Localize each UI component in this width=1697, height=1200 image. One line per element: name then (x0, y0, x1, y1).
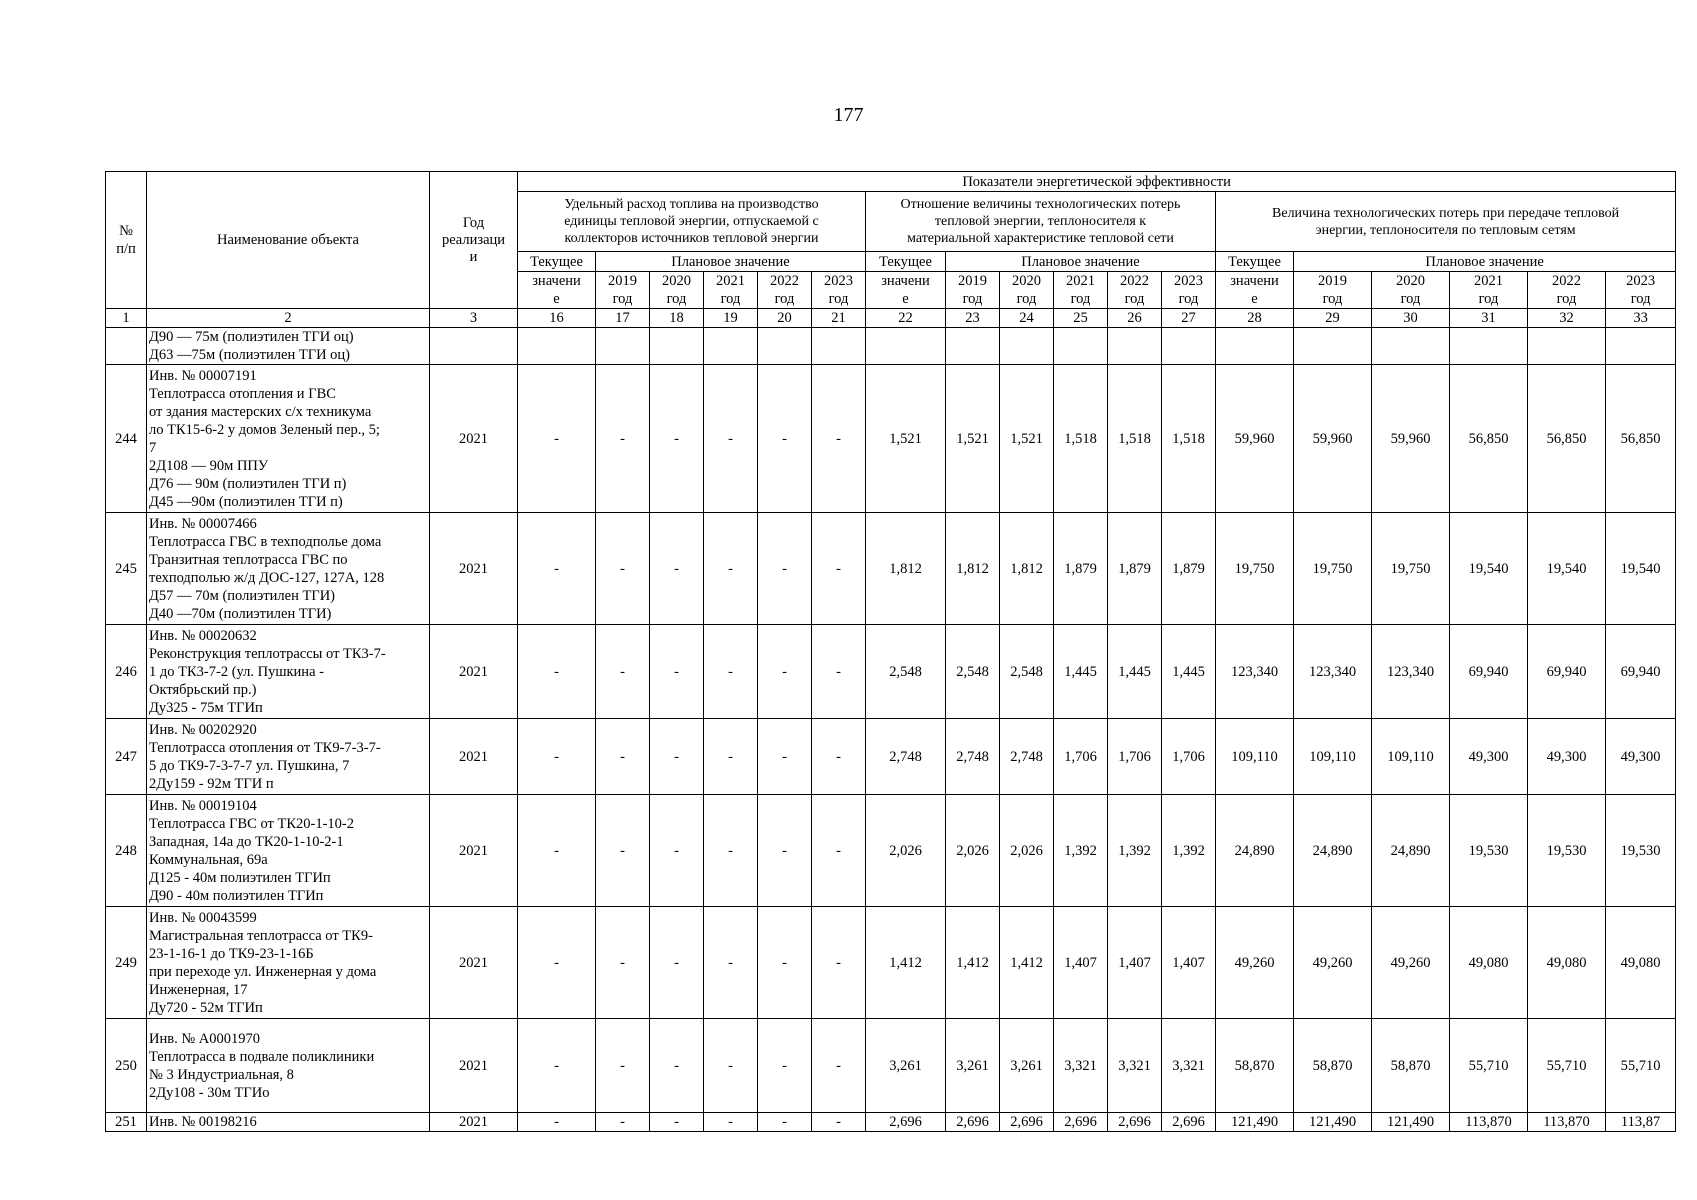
value-cell: 59,960 (1372, 365, 1450, 513)
value-cell: - (704, 795, 758, 907)
object-name: Инв. № 00202920 Теплотрасса отопления от ТК9-7-3-7- 5 до ТК9-7-3-7-7 ул. Пушкина, 7 2Ду159 - 92м ТГИ п (147, 719, 430, 795)
value-cell: 1,392 (1054, 795, 1108, 907)
table-row (106, 1019, 1676, 1113)
implementation-year: 2021 (430, 907, 518, 1019)
table-row (106, 625, 1676, 719)
header-current-sub: значени е (1216, 272, 1294, 309)
value-cell: 109,110 (1294, 719, 1372, 795)
header-current-sub: значени е (866, 272, 946, 309)
value-cell (1054, 328, 1108, 365)
row-number: 250 (106, 1019, 147, 1113)
value-cell: 3,321 (1162, 1019, 1216, 1113)
value-cell: 19,530 (1528, 795, 1606, 907)
header-year-col: 2023 год (812, 272, 866, 309)
value-cell: 113,87 (1606, 1113, 1676, 1132)
value-cell: 49,260 (1216, 907, 1294, 1019)
value-cell: 1,518 (1162, 365, 1216, 513)
value-cell: 113,870 (1528, 1113, 1606, 1132)
header-year-col: 2022 год (1108, 272, 1162, 309)
value-cell: 58,870 (1294, 1019, 1372, 1113)
value-cell (1606, 328, 1676, 365)
value-cell: 19,540 (1528, 513, 1606, 625)
implementation-year: 2021 (430, 719, 518, 795)
value-cell: 1,706 (1054, 719, 1108, 795)
value-cell: 49,080 (1528, 907, 1606, 1019)
value-cell: 49,080 (1606, 907, 1676, 1019)
value-cell: 58,870 (1216, 1019, 1294, 1113)
value-cell: 1,812 (1000, 513, 1054, 625)
value-cell: - (596, 365, 650, 513)
value-cell: 1,521 (1000, 365, 1054, 513)
value-cell: 1,879 (1108, 513, 1162, 625)
table-row (106, 795, 1676, 907)
value-cell: - (812, 907, 866, 1019)
header-year-col: 2019 год (1294, 272, 1372, 309)
object-name: Инв. № 00020632 Реконструкция теплотрассы от ТК3-7- 1 до ТК3-7-2 (ул. Пушкина - Октябрьский пр.) Ду325 - 75м ТГИп (147, 625, 430, 719)
header-year-col: 2019 год (596, 272, 650, 309)
value-cell: 1,412 (946, 907, 1000, 1019)
value-cell: 2,696 (1108, 1113, 1162, 1132)
column-number-cell: 24 (1000, 309, 1054, 328)
column-number-cell: 19 (704, 309, 758, 328)
value-cell: 3,261 (946, 1019, 1000, 1113)
value-cell: - (518, 513, 596, 625)
value-cell: - (758, 365, 812, 513)
column-number-cell: 16 (518, 309, 596, 328)
header-current: Текущее (518, 252, 596, 272)
column-number-cell: 27 (1162, 309, 1216, 328)
value-cell: - (758, 1019, 812, 1113)
table-row (106, 907, 1676, 1019)
header-year-col: 2020 год (650, 272, 704, 309)
value-cell: - (518, 795, 596, 907)
value-cell: - (596, 907, 650, 1019)
header-year: Год реализаци и (430, 172, 518, 309)
value-cell: - (812, 513, 866, 625)
value-cell: - (650, 513, 704, 625)
value-cell: 1,518 (1054, 365, 1108, 513)
value-cell: - (704, 907, 758, 1019)
value-cell: 123,340 (1372, 625, 1450, 719)
value-cell: - (812, 1113, 866, 1132)
value-cell (812, 328, 866, 365)
header-indicators: Показатели энергетической эффективности (518, 172, 1676, 192)
value-cell: 123,340 (1294, 625, 1372, 719)
header-current-sub: значени е (518, 272, 596, 309)
value-cell (518, 328, 596, 365)
value-cell: - (704, 719, 758, 795)
value-cell: 113,870 (1450, 1113, 1528, 1132)
value-cell: 2,548 (946, 625, 1000, 719)
value-cell: 3,321 (1108, 1019, 1162, 1113)
value-cell: 59,960 (1216, 365, 1294, 513)
row-number: 248 (106, 795, 147, 907)
value-cell: - (650, 1019, 704, 1113)
column-number-cell: 28 (1216, 309, 1294, 328)
value-cell: 19,540 (1606, 513, 1676, 625)
column-number-cell: 17 (596, 309, 650, 328)
value-cell (650, 328, 704, 365)
header-planned: Плановое значение (946, 252, 1216, 272)
value-cell: - (812, 1019, 866, 1113)
value-cell: 2,748 (866, 719, 946, 795)
table-row (106, 513, 1676, 625)
value-cell (946, 328, 1000, 365)
value-cell: 2,696 (866, 1113, 946, 1132)
header-year-col: 2023 год (1606, 272, 1676, 309)
value-cell: - (518, 1019, 596, 1113)
object-name: Инв. № 00043599 Магистральная теплотрасса от ТК9- 23-1-16-1 до ТК9-23-1-16Б при переходе ул. Инженерная у дома Инженерная, 17 Ду720 - 52м ТГИп (147, 907, 430, 1019)
value-cell: 49,300 (1450, 719, 1528, 795)
implementation-year: 2021 (430, 1113, 518, 1132)
value-cell: - (596, 795, 650, 907)
header-year-col: 2022 год (1528, 272, 1606, 309)
value-cell (1108, 328, 1162, 365)
value-cell: 3,261 (1000, 1019, 1054, 1113)
value-cell: - (650, 719, 704, 795)
column-number-cell: 29 (1294, 309, 1372, 328)
value-cell: - (596, 719, 650, 795)
column-number-cell: 20 (758, 309, 812, 328)
value-cell: 49,080 (1450, 907, 1528, 1019)
table-row (106, 1113, 1676, 1132)
header-year-col: 2019 год (946, 272, 1000, 309)
header-year-col: 2021 год (1054, 272, 1108, 309)
value-cell: - (596, 1019, 650, 1113)
value-cell: - (518, 365, 596, 513)
implementation-year: 2021 (430, 1019, 518, 1113)
value-cell: - (596, 513, 650, 625)
value-cell: 2,696 (946, 1113, 1000, 1132)
object-name: Инв. № А0001970 Теплотрасса в подвале поликлиники № 3 Индустриальная, 8 2Ду108 - 30м ТГИо (147, 1019, 430, 1113)
value-cell: 1,392 (1108, 795, 1162, 907)
header-group-fuel: Удельный расход топлива на производство единицы тепловой энергии, отпускаемой с коллекторов источников тепловой энергии (518, 192, 866, 252)
value-cell (1372, 328, 1450, 365)
column-number-cell: 26 (1108, 309, 1162, 328)
value-cell: - (650, 795, 704, 907)
header-name: Наименование объекта (147, 172, 430, 309)
value-cell: 55,710 (1606, 1019, 1676, 1113)
object-name: Д90 — 75м (полиэтилен ТГИ оц) Д63 —75м (полиэтилен ТГИ оц) (147, 328, 430, 365)
value-cell: - (650, 365, 704, 513)
value-cell: 59,960 (1294, 365, 1372, 513)
value-cell: 24,890 (1294, 795, 1372, 907)
table-row (106, 719, 1676, 795)
value-cell: 1,521 (866, 365, 946, 513)
value-cell: - (518, 1113, 596, 1132)
column-number-cell: 31 (1450, 309, 1528, 328)
value-cell: - (758, 907, 812, 1019)
value-cell: - (704, 1019, 758, 1113)
column-number-cell: 30 (1372, 309, 1450, 328)
value-cell: 121,490 (1294, 1113, 1372, 1132)
value-cell: - (704, 365, 758, 513)
value-cell: 3,261 (866, 1019, 946, 1113)
header-planned: Плановое значение (596, 252, 866, 272)
object-name: Инв. № 00007466 Теплотрасса ГВС в техподполье дома Транзитная теплотрасса ГВС по техподполью ж/д ДОС-127, 127А, 128 Д57 — 70м (полиэтилен ТГИ) Д40 —70м (полиэтилен ТГИ) (147, 513, 430, 625)
column-number-cell: 1 (106, 309, 147, 328)
row-number: 246 (106, 625, 147, 719)
value-cell: 69,940 (1450, 625, 1528, 719)
row-number: 245 (106, 513, 147, 625)
value-cell: 1,445 (1054, 625, 1108, 719)
table-row (106, 365, 1676, 513)
value-cell: 2,026 (1000, 795, 1054, 907)
value-cell: 1,407 (1162, 907, 1216, 1019)
value-cell: 49,300 (1528, 719, 1606, 795)
value-cell: 19,530 (1450, 795, 1528, 907)
value-cell: - (758, 1113, 812, 1132)
value-cell: - (812, 795, 866, 907)
energy-efficiency-table (105, 171, 1676, 1132)
value-cell: 19,750 (1216, 513, 1294, 625)
table-row (106, 328, 1676, 365)
value-cell (1162, 328, 1216, 365)
header-year-col: 2020 год (1372, 272, 1450, 309)
row-number: 251 (106, 1113, 147, 1132)
value-cell: 49,260 (1294, 907, 1372, 1019)
column-number-cell: 23 (946, 309, 1000, 328)
value-cell (758, 328, 812, 365)
implementation-year (430, 328, 518, 365)
value-cell: 3,321 (1054, 1019, 1108, 1113)
object-name: Инв. № 00019104 Теплотрасса ГВС от ТК20-1-10-2 Западная, 14а до ТК20-1-10-2-1 Коммунальная, 69а Д125 - 40м полиэтилен ТГИп Д90 - 40м полиэтилен ТГИп (147, 795, 430, 907)
value-cell: - (518, 719, 596, 795)
value-cell: 1,812 (866, 513, 946, 625)
row-number: 247 (106, 719, 147, 795)
value-cell: - (812, 719, 866, 795)
value-cell: 58,870 (1372, 1019, 1450, 1113)
column-number-cell: 2 (147, 309, 430, 328)
value-cell: 2,696 (1162, 1113, 1216, 1132)
header-num: № п/п (106, 172, 147, 309)
value-cell: - (518, 907, 596, 1019)
value-cell (1450, 328, 1528, 365)
row-number: 249 (106, 907, 147, 1019)
value-cell: - (518, 625, 596, 719)
value-cell: 1,879 (1054, 513, 1108, 625)
value-cell: 19,750 (1294, 513, 1372, 625)
row-number: 244 (106, 365, 147, 513)
value-cell: - (758, 795, 812, 907)
value-cell: 1,706 (1162, 719, 1216, 795)
column-number-row (106, 309, 1676, 328)
object-name: Инв. № 00198216 (147, 1113, 430, 1132)
column-number-cell: 33 (1606, 309, 1676, 328)
value-cell: 1,518 (1108, 365, 1162, 513)
value-cell: - (758, 719, 812, 795)
value-cell: - (758, 625, 812, 719)
header-year-col: 2023 год (1162, 272, 1216, 309)
value-cell: 2,026 (946, 795, 1000, 907)
table-body (106, 328, 1676, 1132)
value-cell: 2,548 (866, 625, 946, 719)
value-cell: - (812, 365, 866, 513)
value-cell: 123,340 (1216, 625, 1294, 719)
value-cell: 56,850 (1528, 365, 1606, 513)
value-cell: 1,392 (1162, 795, 1216, 907)
header-group-losses: Величина технологических потерь при передаче тепловой энергии, теплоносителя по тепловым сетям (1216, 192, 1676, 252)
implementation-year: 2021 (430, 795, 518, 907)
value-cell: - (704, 513, 758, 625)
value-cell (866, 328, 946, 365)
value-cell: 49,260 (1372, 907, 1450, 1019)
value-cell: 69,940 (1528, 625, 1606, 719)
value-cell: 109,110 (1216, 719, 1294, 795)
value-cell: 1,407 (1054, 907, 1108, 1019)
value-cell (1000, 328, 1054, 365)
header-year-col: 2020 год (1000, 272, 1054, 309)
value-cell (1216, 328, 1294, 365)
row-number (106, 328, 147, 365)
value-cell (1294, 328, 1372, 365)
value-cell: 2,548 (1000, 625, 1054, 719)
page-number: 177 (833, 104, 864, 126)
header-group-ratio: Отношение величины технологических потерь тепловой энергии, теплоносителя к материальной характеристике тепловой сети (866, 192, 1216, 252)
value-cell: 56,850 (1450, 365, 1528, 513)
value-cell: 121,490 (1216, 1113, 1294, 1132)
header-year-col: 2021 год (1450, 272, 1528, 309)
value-cell: 2,748 (1000, 719, 1054, 795)
column-number-cell: 22 (866, 309, 946, 328)
value-cell: 69,940 (1606, 625, 1676, 719)
value-cell: - (650, 1113, 704, 1132)
value-cell: - (704, 1113, 758, 1132)
value-cell (596, 328, 650, 365)
object-name: Инв. № 00007191 Теплотрасса отопления и ГВС от здания мастерских с/х техникума ло ТК15-6-2 у домов Зеленый пер., 5; 7 2Д108 — 90м ППУ Д76 — 90м (полиэтилен ТГИ п) Д45 —90м (полиэтилен ТГИ п) (147, 365, 430, 513)
value-cell: - (704, 625, 758, 719)
value-cell: - (812, 625, 866, 719)
value-cell: 1,445 (1162, 625, 1216, 719)
value-cell: - (758, 513, 812, 625)
value-cell: 24,890 (1372, 795, 1450, 907)
header-year-col: 2021 год (704, 272, 758, 309)
value-cell: 121,490 (1372, 1113, 1450, 1132)
value-cell: 1,412 (866, 907, 946, 1019)
value-cell: - (596, 625, 650, 719)
value-cell: 56,850 (1606, 365, 1676, 513)
value-cell: 1,812 (946, 513, 1000, 625)
value-cell: 1,445 (1108, 625, 1162, 719)
implementation-year: 2021 (430, 365, 518, 513)
implementation-year: 2021 (430, 625, 518, 719)
value-cell: 19,530 (1606, 795, 1676, 907)
header-planned: Плановое значение (1294, 252, 1676, 272)
value-cell: - (596, 1113, 650, 1132)
value-cell: 2,696 (1054, 1113, 1108, 1132)
header-current: Текущее (866, 252, 946, 272)
value-cell: 24,890 (1216, 795, 1294, 907)
value-cell: 2,026 (866, 795, 946, 907)
column-number-cell: 25 (1054, 309, 1108, 328)
column-number-cell: 3 (430, 309, 518, 328)
header-current: Текущее (1216, 252, 1294, 272)
header-year-col: 2022 год (758, 272, 812, 309)
value-cell: - (650, 907, 704, 1019)
value-cell: 55,710 (1528, 1019, 1606, 1113)
column-number-cell: 18 (650, 309, 704, 328)
column-number-cell: 21 (812, 309, 866, 328)
value-cell: 2,748 (946, 719, 1000, 795)
value-cell: 19,750 (1372, 513, 1450, 625)
value-cell: 55,710 (1450, 1019, 1528, 1113)
value-cell: 1,706 (1108, 719, 1162, 795)
value-cell: 19,540 (1450, 513, 1528, 625)
value-cell: 1,521 (946, 365, 1000, 513)
value-cell: 1,879 (1162, 513, 1216, 625)
value-cell: 2,696 (1000, 1113, 1054, 1132)
value-cell: - (650, 625, 704, 719)
value-cell: 1,412 (1000, 907, 1054, 1019)
value-cell: 1,407 (1108, 907, 1162, 1019)
value-cell: 49,300 (1606, 719, 1676, 795)
implementation-year: 2021 (430, 513, 518, 625)
value-cell: 109,110 (1372, 719, 1450, 795)
value-cell (704, 328, 758, 365)
column-number-cell: 32 (1528, 309, 1606, 328)
value-cell (1528, 328, 1606, 365)
